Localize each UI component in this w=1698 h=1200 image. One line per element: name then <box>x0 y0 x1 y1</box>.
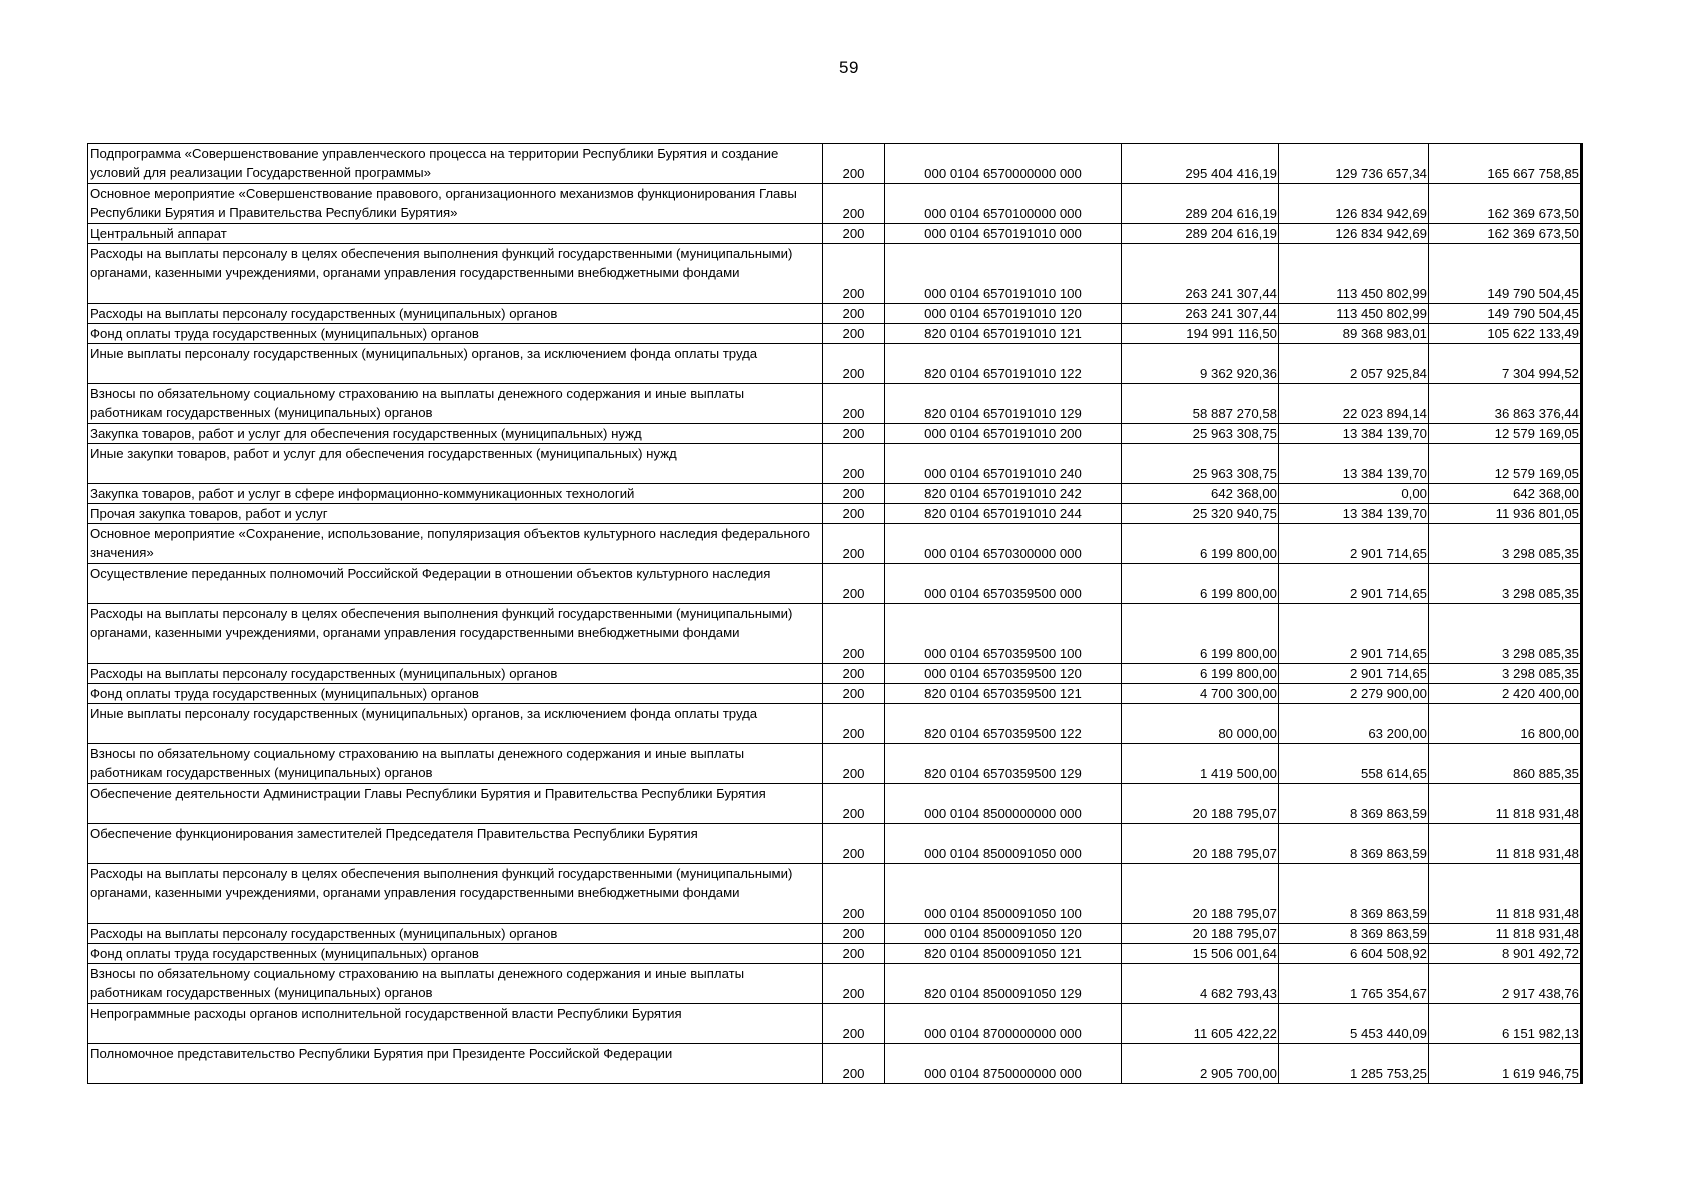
row-value-3: 149 790 504,45 <box>1429 304 1582 324</box>
row-code: 000 0104 6570000000 000 <box>885 144 1122 184</box>
row-value-1: 263 241 307,44 <box>1122 244 1279 304</box>
row-value-2: 1 285 753,25 <box>1279 1044 1429 1084</box>
row-value-2: 13 384 139,70 <box>1279 424 1429 444</box>
row-value-2: 2 901 714,65 <box>1279 524 1429 564</box>
row-name: Обеспечение деятельности Администрации Главы Республики Бурятия и Правительства Республики Бурятия <box>88 784 823 824</box>
row-value-2: 2 279 900,00 <box>1279 684 1429 704</box>
row-kvsr: 200 <box>823 504 885 524</box>
row-code: 000 0104 6570359500 000 <box>885 564 1122 604</box>
table-row <box>88 384 1582 424</box>
row-code: 820 0104 6570359500 122 <box>885 704 1122 744</box>
row-name: Фонд оплаты труда государственных (муниципальных) органов <box>88 684 823 704</box>
row-kvsr: 200 <box>823 924 885 944</box>
row-value-2: 126 834 942,69 <box>1279 224 1429 244</box>
row-code: 820 0104 6570191010 129 <box>885 384 1122 424</box>
row-code: 820 0104 6570359500 129 <box>885 744 1122 784</box>
row-value-2: 13 384 139,70 <box>1279 504 1429 524</box>
row-value-3: 11 818 931,48 <box>1429 784 1582 824</box>
row-value-1: 20 188 795,07 <box>1122 924 1279 944</box>
row-name: Расходы на выплаты персоналу в целях обеспечения выполнения функций государственными (муниципальными) органами, казенными учреждениями, органами управления государственными внебюджетными фондами <box>88 864 823 924</box>
row-name: Осуществление переданных полномочий Российской Федерации в отношении объектов культурного наследия <box>88 564 823 604</box>
row-name: Основное мероприятие «Сохранение, использование, популяризация объектов культурного наследия федерального значения» <box>88 524 823 564</box>
row-value-2: 2 901 714,65 <box>1279 564 1429 604</box>
row-value-1: 6 199 800,00 <box>1122 524 1279 564</box>
row-value-1: 25 963 308,75 <box>1122 424 1279 444</box>
row-code: 000 0104 8500091050 000 <box>885 824 1122 864</box>
row-kvsr: 200 <box>823 604 885 664</box>
row-kvsr: 200 <box>823 524 885 564</box>
row-kvsr: 200 <box>823 1044 885 1084</box>
row-code: 000 0104 6570359500 100 <box>885 604 1122 664</box>
row-value-3: 105 622 133,49 <box>1429 324 1582 344</box>
row-code: 000 0104 6570191010 100 <box>885 244 1122 304</box>
row-value-2: 113 450 802,99 <box>1279 304 1429 324</box>
table-row <box>88 924 1582 944</box>
row-value-2: 1 765 354,67 <box>1279 964 1429 1004</box>
row-name: Взносы по обязательному социальному страхованию на выплаты денежного содержания и иные выплаты работникам государственных (муниципальных) органов <box>88 384 823 424</box>
row-name: Расходы на выплаты персоналу в целях обеспечения выполнения функций государственными (муниципальными) органами, казенными учреждениями, органами управления государственными внебюджетными фондами <box>88 604 823 664</box>
row-kvsr: 200 <box>823 484 885 504</box>
row-kvsr: 200 <box>823 324 885 344</box>
row-value-1: 1 419 500,00 <box>1122 744 1279 784</box>
table-row <box>88 1044 1582 1084</box>
row-code: 000 0104 8700000000 000 <box>885 1004 1122 1044</box>
row-name: Подпрограмма «Совершенствование управленческого процесса на территории Республики Бурятия и создание условий для реализации Государственной программы» <box>88 144 823 184</box>
row-value-3: 162 369 673,50 <box>1429 184 1582 224</box>
row-value-2: 113 450 802,99 <box>1279 244 1429 304</box>
table-row <box>88 344 1582 384</box>
row-value-3: 7 304 994,52 <box>1429 344 1582 384</box>
row-value-3: 6 151 982,13 <box>1429 1004 1582 1044</box>
row-name: Полномочное представительство Республики Бурятия при Президенте Российской Федерации <box>88 1044 823 1084</box>
table-row <box>88 304 1582 324</box>
row-value-3: 3 298 085,35 <box>1429 524 1582 564</box>
row-value-1: 4 682 793,43 <box>1122 964 1279 1004</box>
table-row <box>88 684 1582 704</box>
row-code: 000 0104 8500091050 120 <box>885 924 1122 944</box>
row-value-1: 20 188 795,07 <box>1122 784 1279 824</box>
row-value-2: 126 834 942,69 <box>1279 184 1429 224</box>
table-row <box>88 504 1582 524</box>
row-value-2: 2 901 714,65 <box>1279 664 1429 684</box>
row-value-3: 165 667 758,85 <box>1429 144 1582 184</box>
row-code: 000 0104 8500091050 100 <box>885 864 1122 924</box>
row-name: Расходы на выплаты персоналу государственных (муниципальных) органов <box>88 304 823 324</box>
row-value-3: 3 298 085,35 <box>1429 604 1582 664</box>
row-name: Расходы на выплаты персоналу государственных (муниципальных) органов <box>88 664 823 684</box>
row-value-3: 149 790 504,45 <box>1429 244 1582 304</box>
row-value-1: 58 887 270,58 <box>1122 384 1279 424</box>
table-row <box>88 224 1582 244</box>
row-value-1: 15 506 001,64 <box>1122 944 1279 964</box>
row-name: Фонд оплаты труда государственных (муниципальных) органов <box>88 944 823 964</box>
row-value-2: 8 369 863,59 <box>1279 864 1429 924</box>
row-code: 820 0104 8500091050 129 <box>885 964 1122 1004</box>
row-name: Прочая закупка товаров, работ и услуг <box>88 504 823 524</box>
table-row <box>88 564 1582 604</box>
row-value-1: 194 991 116,50 <box>1122 324 1279 344</box>
table-row <box>88 944 1582 964</box>
row-name: Непрограммные расходы органов исполнительной государственной власти Республики Бурятия <box>88 1004 823 1044</box>
row-code: 000 0104 6570191010 240 <box>885 444 1122 484</box>
row-code: 820 0104 6570191010 244 <box>885 504 1122 524</box>
row-kvsr: 200 <box>823 244 885 304</box>
table-row <box>88 604 1582 664</box>
row-value-3: 8 901 492,72 <box>1429 944 1582 964</box>
table-row <box>88 184 1582 224</box>
table-row <box>88 424 1582 444</box>
row-name: Иные выплаты персоналу государственных (муниципальных) органов, за исключением фонда оплаты труда <box>88 344 823 384</box>
row-value-1: 20 188 795,07 <box>1122 824 1279 864</box>
row-value-2: 0,00 <box>1279 484 1429 504</box>
table-row <box>88 324 1582 344</box>
row-code: 000 0104 6570300000 000 <box>885 524 1122 564</box>
row-value-2: 2 057 925,84 <box>1279 344 1429 384</box>
row-value-2: 129 736 657,34 <box>1279 144 1429 184</box>
row-value-3: 36 863 376,44 <box>1429 384 1582 424</box>
row-name: Взносы по обязательному социальному страхованию на выплаты денежного содержания и иные выплаты работникам государственных (муниципальных) органов <box>88 744 823 784</box>
row-name: Иные закупки товаров, работ и услуг для обеспечения государственных (муниципальных) нужд <box>88 444 823 484</box>
row-value-1: 20 188 795,07 <box>1122 864 1279 924</box>
row-value-1: 9 362 920,36 <box>1122 344 1279 384</box>
row-value-3: 11 818 931,48 <box>1429 924 1582 944</box>
row-name: Обеспечение функционирования заместителей Председателя Правительства Республики Бурятия <box>88 824 823 864</box>
row-name: Центральный аппарат <box>88 224 823 244</box>
row-value-3: 11 818 931,48 <box>1429 824 1582 864</box>
row-kvsr: 200 <box>823 224 885 244</box>
row-kvsr: 200 <box>823 944 885 964</box>
row-name: Закупка товаров, работ и услуг в сфере информационно-коммуникационных технологий <box>88 484 823 504</box>
row-code: 000 0104 6570191010 000 <box>885 224 1122 244</box>
row-code: 820 0104 6570191010 242 <box>885 484 1122 504</box>
row-name: Иные выплаты персоналу государственных (муниципальных) органов, за исключением фонда оплаты труда <box>88 704 823 744</box>
row-name: Основное мероприятие «Совершенствование правового, организационного механизмов функционирования Главы Республики Бурятия и Правительства Республики Бурятия» <box>88 184 823 224</box>
row-kvsr: 200 <box>823 184 885 224</box>
row-kvsr: 200 <box>823 964 885 1004</box>
table-row <box>88 244 1582 304</box>
row-code: 000 0104 6570100000 000 <box>885 184 1122 224</box>
row-kvsr: 200 <box>823 784 885 824</box>
row-value-1: 25 963 308,75 <box>1122 444 1279 484</box>
row-value-2: 22 023 894,14 <box>1279 384 1429 424</box>
row-value-3: 12 579 169,05 <box>1429 424 1582 444</box>
row-name: Закупка товаров, работ и услуг для обеспечения государственных (муниципальных) нужд <box>88 424 823 444</box>
row-code: 820 0104 6570359500 121 <box>885 684 1122 704</box>
row-kvsr: 200 <box>823 1004 885 1044</box>
row-kvsr: 200 <box>823 424 885 444</box>
row-value-2: 63 200,00 <box>1279 704 1429 744</box>
row-code: 820 0104 6570191010 121 <box>885 324 1122 344</box>
row-kvsr: 200 <box>823 144 885 184</box>
row-value-1: 80 000,00 <box>1122 704 1279 744</box>
row-value-3: 2 420 400,00 <box>1429 684 1582 704</box>
row-code: 820 0104 6570191010 122 <box>885 344 1122 384</box>
row-value-3: 11 936 801,05 <box>1429 504 1582 524</box>
row-kvsr: 200 <box>823 564 885 604</box>
row-kvsr: 200 <box>823 664 885 684</box>
row-kvsr: 200 <box>823 864 885 924</box>
row-name: Взносы по обязательному социальному страхованию на выплаты денежного содержания и иные выплаты работникам государственных (муниципальных) органов <box>88 964 823 1004</box>
row-value-1: 6 199 800,00 <box>1122 664 1279 684</box>
row-value-1: 25 320 940,75 <box>1122 504 1279 524</box>
row-code: 000 0104 8500000000 000 <box>885 784 1122 824</box>
row-value-1: 289 204 616,19 <box>1122 184 1279 224</box>
table-row <box>88 744 1582 784</box>
row-value-3: 16 800,00 <box>1429 704 1582 744</box>
table-row <box>88 784 1582 824</box>
row-value-1: 642 368,00 <box>1122 484 1279 504</box>
row-value-2: 558 614,65 <box>1279 744 1429 784</box>
row-value-1: 6 199 800,00 <box>1122 604 1279 664</box>
row-value-1: 4 700 300,00 <box>1122 684 1279 704</box>
row-value-1: 11 605 422,22 <box>1122 1004 1279 1044</box>
row-value-2: 8 369 863,59 <box>1279 784 1429 824</box>
table-row <box>88 864 1582 924</box>
row-kvsr: 200 <box>823 444 885 484</box>
table-row <box>88 144 1582 184</box>
budget-table-body <box>88 144 1582 1084</box>
row-value-3: 12 579 169,05 <box>1429 444 1582 484</box>
row-name: Фонд оплаты труда государственных (муниципальных) органов <box>88 324 823 344</box>
row-kvsr: 200 <box>823 704 885 744</box>
row-kvsr: 200 <box>823 384 885 424</box>
table-row <box>88 524 1582 564</box>
row-value-2: 8 369 863,59 <box>1279 824 1429 864</box>
row-name: Расходы на выплаты персоналу в целях обеспечения выполнения функций государственными (муниципальными) органами, казенными учреждениями, органами управления государственными внебюджетными фондами <box>88 244 823 304</box>
row-value-3: 3 298 085,35 <box>1429 564 1582 604</box>
row-value-3: 162 369 673,50 <box>1429 224 1582 244</box>
row-value-1: 2 905 700,00 <box>1122 1044 1279 1084</box>
table-row <box>88 704 1582 744</box>
row-name: Расходы на выплаты персоналу государственных (муниципальных) органов <box>88 924 823 944</box>
table-row <box>88 1004 1582 1044</box>
row-value-3: 3 298 085,35 <box>1429 664 1582 684</box>
row-kvsr: 200 <box>823 344 885 384</box>
page-number: 59 <box>839 58 859 77</box>
row-code: 000 0104 6570191010 200 <box>885 424 1122 444</box>
row-code: 820 0104 8500091050 121 <box>885 944 1122 964</box>
budget-table <box>87 143 1583 1084</box>
row-code: 000 0104 6570359500 120 <box>885 664 1122 684</box>
table-row <box>88 664 1582 684</box>
row-value-1: 289 204 616,19 <box>1122 224 1279 244</box>
row-code: 000 0104 6570191010 120 <box>885 304 1122 324</box>
row-value-2: 89 368 983,01 <box>1279 324 1429 344</box>
row-kvsr: 200 <box>823 744 885 784</box>
row-value-2: 8 369 863,59 <box>1279 924 1429 944</box>
table-row <box>88 964 1582 1004</box>
row-value-3: 2 917 438,76 <box>1429 964 1582 1004</box>
row-kvsr: 200 <box>823 304 885 324</box>
row-value-3: 860 885,35 <box>1429 744 1582 784</box>
row-value-2: 2 901 714,65 <box>1279 604 1429 664</box>
table-row <box>88 484 1582 504</box>
row-kvsr: 200 <box>823 684 885 704</box>
row-kvsr: 200 <box>823 824 885 864</box>
row-value-2: 6 604 508,92 <box>1279 944 1429 964</box>
row-value-3: 11 818 931,48 <box>1429 864 1582 924</box>
row-value-2: 5 453 440,09 <box>1279 1004 1429 1044</box>
row-value-2: 13 384 139,70 <box>1279 444 1429 484</box>
row-value-1: 6 199 800,00 <box>1122 564 1279 604</box>
table-row <box>88 444 1582 484</box>
row-value-3: 642 368,00 <box>1429 484 1582 504</box>
row-value-3: 1 619 946,75 <box>1429 1044 1582 1084</box>
row-value-1: 295 404 416,19 <box>1122 144 1279 184</box>
row-value-1: 263 241 307,44 <box>1122 304 1279 324</box>
row-code: 000 0104 8750000000 000 <box>885 1044 1122 1084</box>
table-row <box>88 824 1582 864</box>
